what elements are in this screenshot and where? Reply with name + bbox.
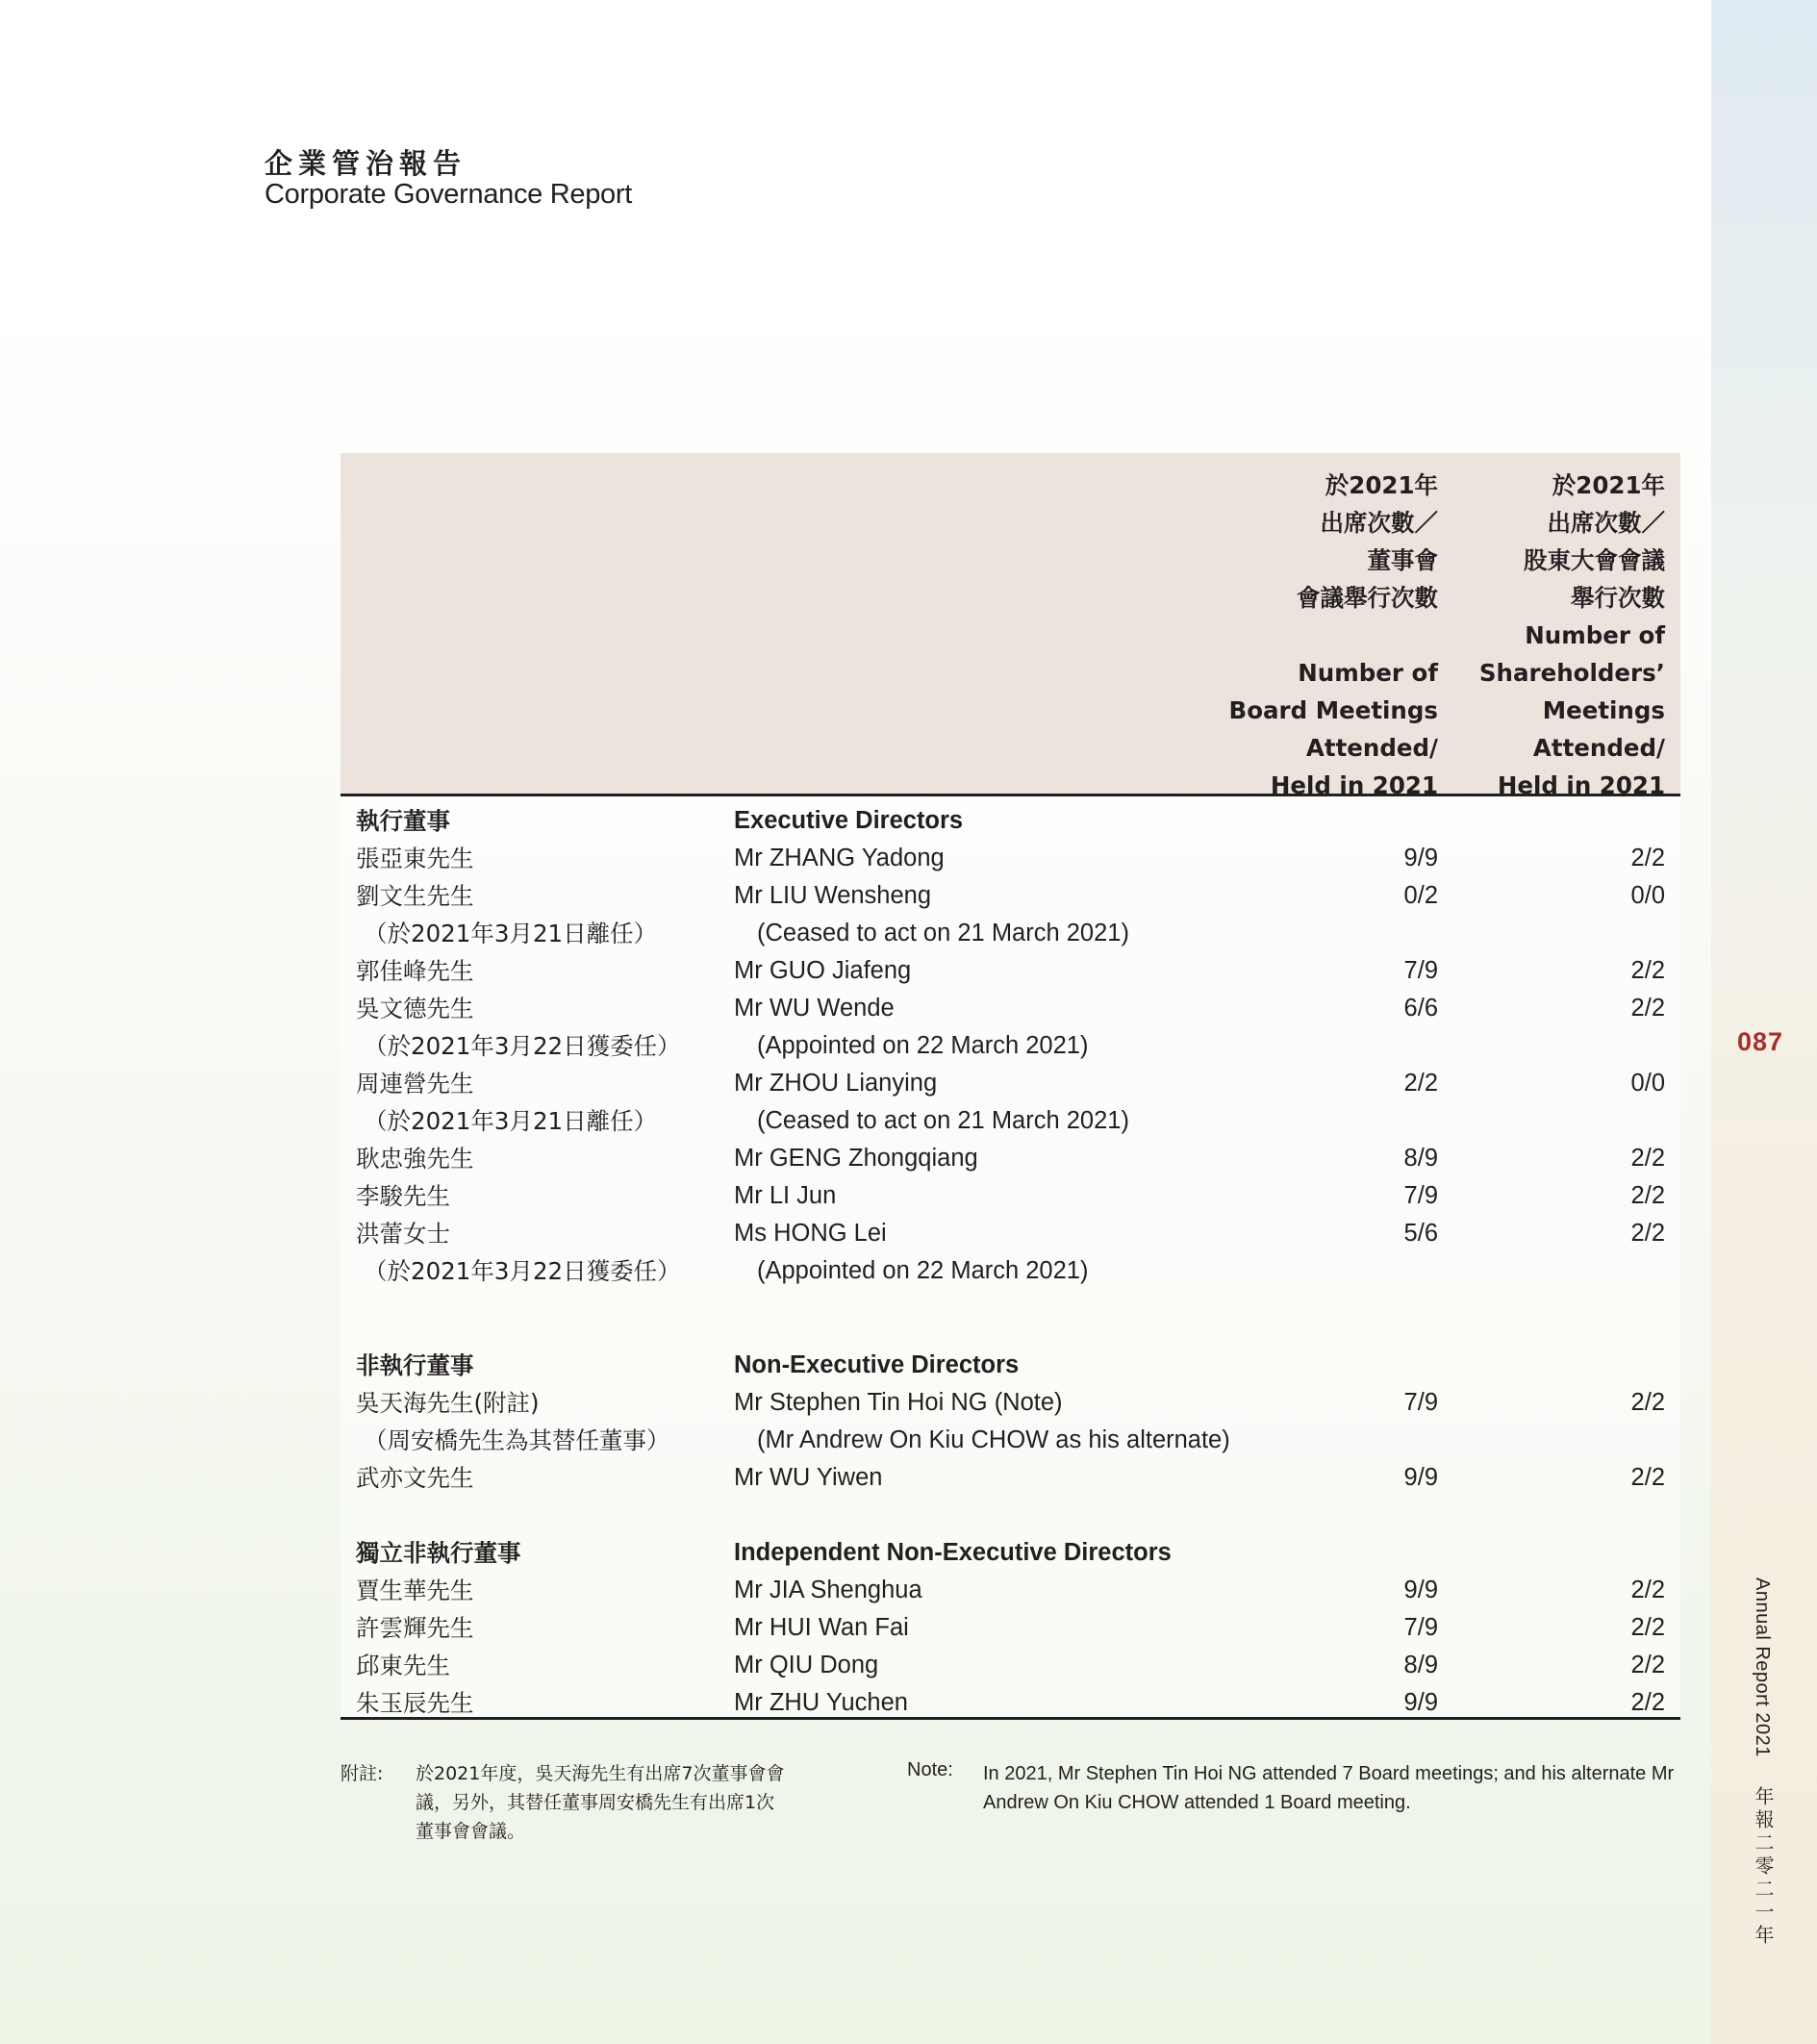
- director-name-en: Mr WU Yiwen: [734, 1464, 883, 1491]
- board-attendance: 8/9: [1403, 1652, 1438, 1678]
- page-title-zh: 企業管治報告: [265, 147, 467, 180]
- side-caption-en: Annual Report 2021: [1752, 1577, 1773, 1757]
- director-name-en: Mr GENG Zhongqiang: [734, 1145, 978, 1172]
- director-name-en: Executive Directors: [734, 807, 964, 834]
- director-name-zh: 耿忠強先生: [356, 1145, 474, 1173]
- director-name-zh: 郭佳峰先生: [356, 957, 474, 985]
- table-header: [341, 453, 1680, 799]
- board-attendance: 6/6: [1403, 995, 1438, 1022]
- director-name-en: Mr QIU Dong: [734, 1652, 879, 1678]
- director-name-en: Mr GUO Jiafeng: [734, 957, 912, 984]
- table-row: [341, 990, 1680, 1027]
- table-row: [341, 877, 1680, 915]
- director-name-zh: （周安橋先生為其替任董事）: [364, 1426, 670, 1454]
- table-row: [341, 1384, 1680, 1422]
- director-name-zh: 吳天海先生(附註): [356, 1389, 540, 1417]
- side-caption-zh: 年報二零二一年: [1752, 1785, 1773, 1948]
- director-name-en: Mr LIU Wensheng: [734, 882, 932, 909]
- table-bottom-rule: [341, 1717, 1680, 1720]
- sub-note-row: [341, 915, 1680, 952]
- shareholder-attendance: 2/2: [1630, 1389, 1665, 1416]
- director-name-en: Ms HONG Lei: [734, 1220, 887, 1247]
- director-name-en: Mr ZHANG Yadong: [734, 845, 945, 871]
- note-text-en: In 2021, Mr Stephen Tin Hoi NG attended 7 Board meetings; and his alternate Mr Andrew On Kiu CHOW attended 1 Board meeting.: [983, 1763, 1675, 1813]
- board-attendance: 9/9: [1403, 1577, 1438, 1603]
- board-attendance: 8/9: [1403, 1145, 1438, 1172]
- note-label-en: Note:: [907, 1759, 953, 1780]
- board-attendance: 7/9: [1403, 1182, 1438, 1209]
- table-row: [341, 952, 1680, 990]
- director-name-zh: 朱玉辰先生: [356, 1689, 474, 1717]
- side-caption: [1749, 1577, 1777, 1948]
- sub-note-row: [341, 1027, 1680, 1065]
- shareholder-attendance: 2/2: [1630, 1182, 1665, 1209]
- director-name-en: Mr ZHOU Lianying: [734, 1070, 938, 1097]
- board-attendance: 7/9: [1403, 957, 1438, 984]
- table-row: [341, 1140, 1680, 1177]
- director-name-zh: 許雲輝先生: [356, 1614, 474, 1642]
- sub-note-row: [341, 1102, 1680, 1140]
- shareholder-attendance: 0/0: [1630, 882, 1665, 909]
- note-text-zh: 於2021年度，吳天海先生有出席7次董事會會議，另外，其替任董事周安橋先生有出席1次董事會會議。: [416, 1763, 785, 1842]
- table-row: [341, 1572, 1680, 1609]
- header-shareholders-meetings: 於2021年 出席次數／ 股東大會會議 舉行次數 Number of Shareholders’ Meetings Attended/ Held in 2021: [1478, 471, 1665, 799]
- director-name-zh: （於2021年3月22日獲委任）: [364, 1257, 681, 1285]
- table-row: [341, 1459, 1680, 1497]
- table-row: [341, 1609, 1680, 1647]
- shareholder-attendance: 2/2: [1630, 1577, 1665, 1603]
- table-row: [341, 1647, 1680, 1684]
- shareholder-attendance: 2/2: [1630, 1614, 1665, 1641]
- section-row: [341, 802, 1680, 840]
- director-name-zh: （於2021年3月22日獲委任）: [364, 1032, 681, 1060]
- page-title-en: Corporate Governance Report: [265, 179, 632, 210]
- note-label-zh: 附註:: [341, 1763, 384, 1784]
- board-attendance: 7/9: [1403, 1389, 1438, 1416]
- board-attendance: 9/9: [1403, 1464, 1438, 1491]
- shareholder-attendance: 2/2: [1630, 957, 1665, 984]
- shareholder-attendance: 2/2: [1630, 1145, 1665, 1172]
- director-name-zh: 劉文生先生: [356, 882, 474, 910]
- director-name-en: (Appointed on 22 March 2021): [757, 1032, 1089, 1059]
- director-name-zh: 獨立非執行董事: [356, 1539, 521, 1567]
- section-row: [341, 1347, 1680, 1384]
- director-name-en: Mr LI Jun: [734, 1182, 837, 1209]
- sub-note-row: [341, 1252, 1680, 1290]
- director-name-en: Non-Executive Directors: [734, 1351, 1020, 1378]
- table-row: [341, 1065, 1680, 1102]
- sub-note-row: [341, 1422, 1680, 1459]
- director-name-zh: 張亞東先生: [356, 845, 474, 872]
- director-name-en: Independent Non-Executive Directors: [734, 1539, 1172, 1566]
- director-name-zh: 邱東先生: [356, 1652, 450, 1679]
- director-name-zh: 賈生華先生: [356, 1577, 474, 1604]
- director-name-en: (Appointed on 22 March 2021): [757, 1257, 1089, 1284]
- shareholder-attendance: 2/2: [1630, 1689, 1665, 1716]
- director-name-zh: 洪蕾女士: [356, 1220, 450, 1248]
- section-row: [341, 1534, 1680, 1572]
- table-row: [341, 840, 1680, 877]
- director-name-zh: （於2021年3月21日離任）: [364, 920, 658, 947]
- board-attendance: 9/9: [1403, 1689, 1438, 1716]
- director-name-zh: （於2021年3月21日離任）: [364, 1107, 658, 1135]
- shareholder-attendance: 2/2: [1630, 1220, 1665, 1247]
- director-name-en: (Mr Andrew On Kiu CHOW as his alternate): [757, 1426, 1230, 1453]
- director-name-en: Mr ZHU Yuchen: [734, 1689, 908, 1716]
- director-name-en: Mr WU Wende: [734, 995, 895, 1022]
- board-attendance: 9/9: [1403, 845, 1438, 871]
- page-number: 087: [1737, 1027, 1784, 1056]
- board-attendance: 0/2: [1403, 882, 1438, 909]
- shareholder-attendance: 2/2: [1630, 1652, 1665, 1678]
- director-name-en: Mr JIA Shenghua: [734, 1577, 922, 1603]
- header-board-meetings: 於2021年 出席次數／ 董事會 會議舉行次數 Number of Board Meetings Attended/ Held in 2021: [1228, 471, 1438, 799]
- table-row: [341, 1215, 1680, 1252]
- director-name-zh: 周連營先生: [356, 1070, 474, 1098]
- director-name-zh: 非執行董事: [356, 1351, 474, 1379]
- table-row: [341, 1177, 1680, 1215]
- director-name-en: (Ceased to act on 21 March 2021): [757, 1107, 1129, 1134]
- director-name-zh: 吳文德先生: [356, 995, 474, 1022]
- director-name-zh: 武亦文先生: [356, 1464, 474, 1492]
- director-name-en: Mr Stephen Tin Hoi NG (Note): [734, 1389, 1063, 1416]
- shareholder-attendance: 2/2: [1630, 1464, 1665, 1491]
- board-attendance: 7/9: [1403, 1614, 1438, 1641]
- shareholder-attendance: 0/0: [1630, 1070, 1665, 1097]
- director-name-en: (Ceased to act on 21 March 2021): [757, 920, 1129, 946]
- shareholder-attendance: 2/2: [1630, 995, 1665, 1022]
- director-name-zh: 執行董事: [356, 807, 450, 835]
- director-name-en: Mr HUI Wan Fai: [734, 1614, 909, 1641]
- shareholder-attendance: 2/2: [1630, 845, 1665, 871]
- board-attendance: 2/2: [1403, 1070, 1438, 1097]
- board-attendance: 5/6: [1403, 1220, 1438, 1247]
- director-name-zh: 李駿先生: [356, 1182, 450, 1210]
